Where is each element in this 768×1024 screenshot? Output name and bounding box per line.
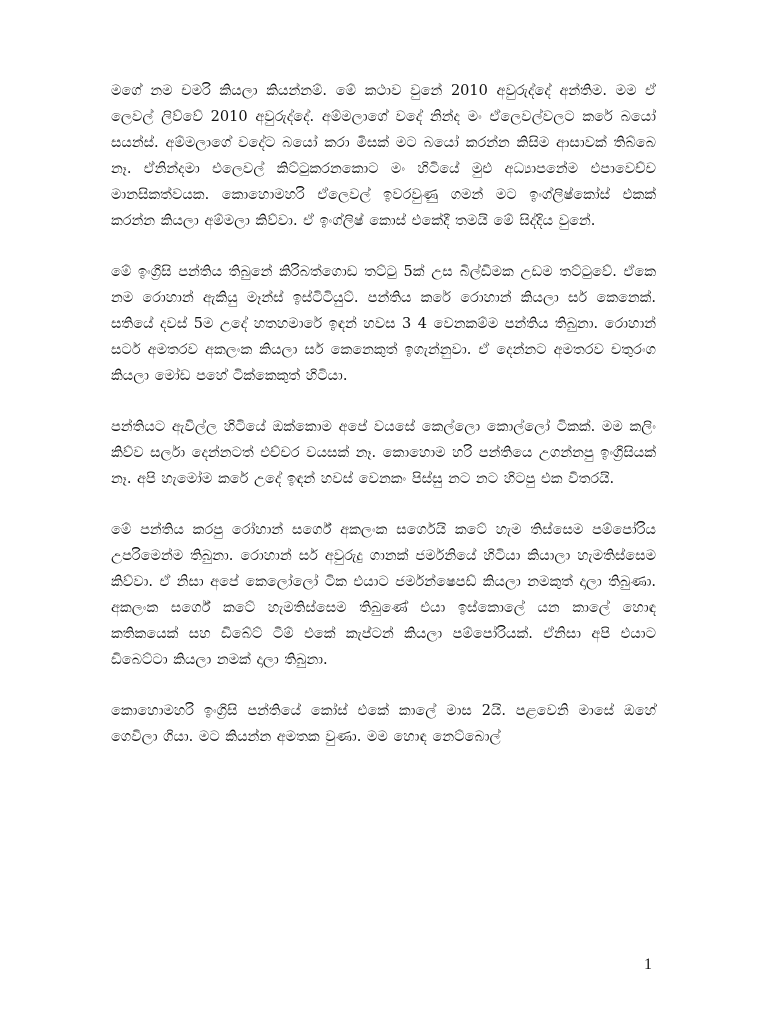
page-number: 1 — [644, 956, 652, 973]
paragraph-4: මේ පන්තිය කරපු රෝහාන් සර්ගේ අකලංක සර්ගෙයි කටේ හැම තිස්සෙම පම්පෝරිය උපරිමෙන්ම තිබුනා. රොහාන් සර් අවුරුදු ගානක් ජර්මනියේ හිටියා කියාලා හැමතිස්සෙම කිව්වා. ඒ නිසා අපේ කෙලෝලෝ ටික එයාට ජර්මන්ෂෙපඩ් කියලා නමකුත් දාලා තිබුණා. අකලංක සර්ගේ කටේ හැමතිස්සෙම තිබුණේ එයා ඉස්කොලේ යන කාලේ හොඳ කතිකයෙක් සහ ඩිබේට් ටීම් එකේ කැප්ටන් කියලා පම්පෝරියක්. ඒනිසා අපි එයාට ඩිබෙට්ටා කියලා නමක් දාලා තිබුනා. — [111, 522, 656, 668]
paragraph-2: මේ ඉංග්‍රිසි පන්තිය තිබුනේ කිරිබත්ගොඩ තට්ටු 5ක් උස බිල්ඩිමක උඩම තට්ටුවේ. ඒකෙ නම රොහාන් ඇකියු මෑන්ස් ඉස්ටිටියුට්. පන්තිය කරේ රොහාන් කියලා සර් කෙනෙක්. සතියේ දවස් 5ම උදේ හතහමාරේ ඉඳන් හවස 3 4 වෙනකම්ම පන්තිය තිබුනා. රොහාන් සර්ට අමතරව අකලංක කියලා සර් කෙනෙකුත් ඉගැන්නුවා. ඒ දෙන්නට අමතරව චතුරංග කියලා මෝඩ පහේ ටික්කෙකුත් හිටියා. — [111, 264, 656, 384]
paragraph-1: මගේ නම චමරි කියලා කියන්නම්. මේ කථාව වුනේ 2010 අවුරුද්දේ අන්තිම. මම ඒ ලෙවල් ලිව්වේ 2010 අවුරුද්දේ. අම්මලාගේ වදේ නින්ද මං ඒලෙවල්වලට කරේ බයෝ සයන්ස්. අම්මලාගේ වදේට බයෝ කරා මිසක් මට බයෝ කරන්න කිසිම ආසාවක් තිබ්බෙ නෑ. ඒනින්දමා එලෙවල් කිට්ටුකරනකොට මං හිටියේ මුළු අධ්‍යාපනේම එපාවෙච්ච මානසිකත්වයක. කොහොමහරි ඒලෙවල් ඉවරවුණු ගමන් මට ඉංග්ලිෂ්කෝස් එකක් කරන්න කියලා අම්මලා කිව්වා. ඒ ඉංග්ලිෂ් කොස් එකේදී තමයි මේ සිද්දිය වුනේ. — [111, 83, 656, 229]
body-text — [111, 78, 656, 775]
paragraph-5: කොහොමහරි ඉංග්‍රිසි පන්තියේ කෝස් එකේ කාලේ මාස 2යි. පළවෙනි මාසේ ඔහේ ගෙවිලා ගියා. මට කියන්න අමතක වුණා. මම හොඳ නෙට්බොල් — [111, 703, 656, 745]
paragraph-3: පන්තියට ඇවිල්ල හිටියේ ඔක්කොම අපේ වයසේ කෙල්ලො කොල්ලෝ ටිකක්. මම කලිං කිව්ව සර්ලා දෙන්නටත් එච්චර වයසක් නෑ. කොහොම හරි පන්තියෙ උගන්නපු ඉංග්‍රිසියක් නෑ. අපි හැමෝම කරේ උදේ ඉඳන් හවස් වෙනකං පිස්සු නට නට හිටපු එක විතරයි. — [111, 419, 656, 487]
